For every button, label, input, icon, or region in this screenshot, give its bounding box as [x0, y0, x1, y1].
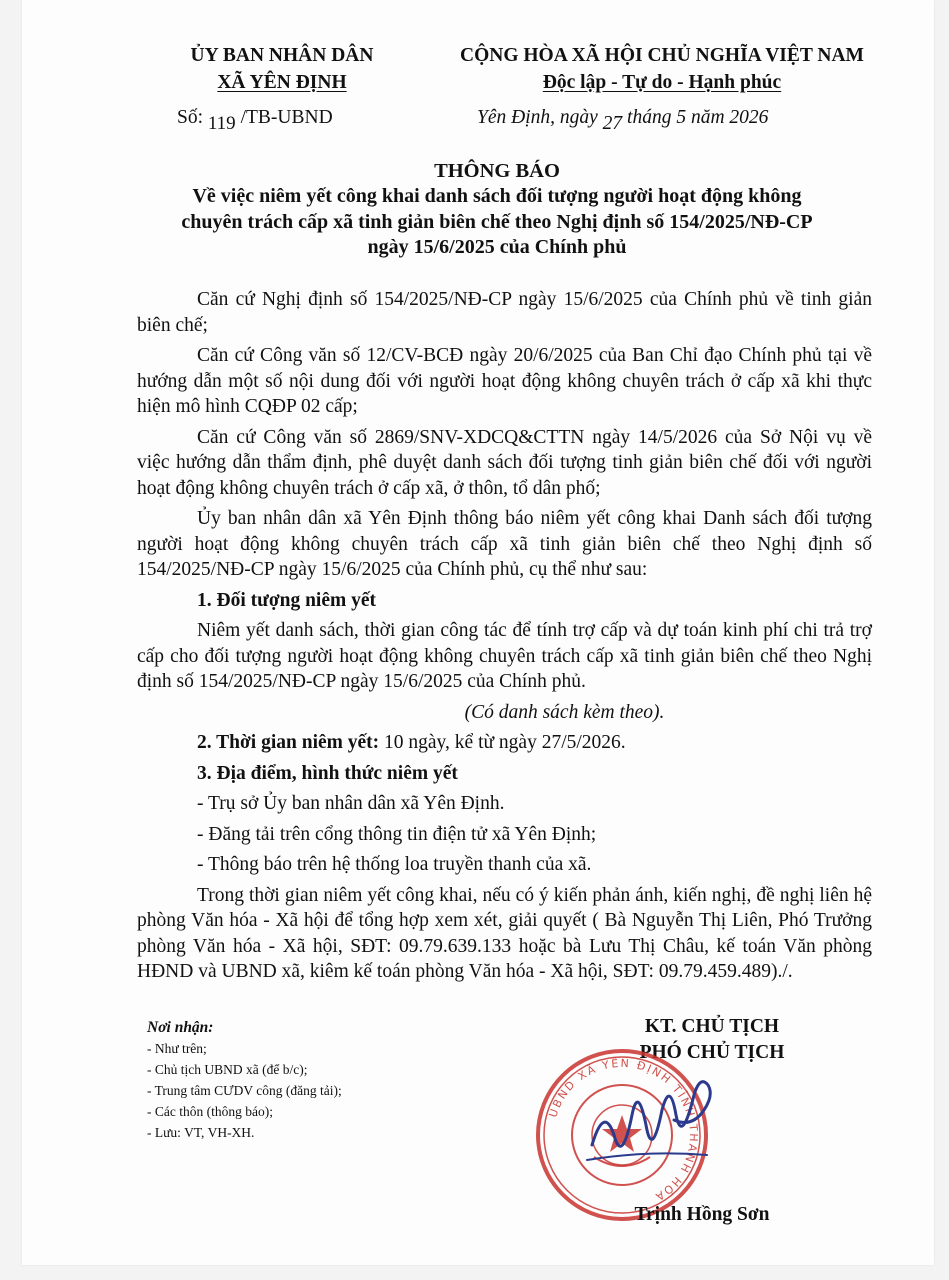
document-page — [22, 0, 934, 1265]
signer-title-line-2: PHÓ CHỦ TỊCH — [639, 1042, 785, 1063]
recipient-item: - Lưu: VT, VH-XH. — [147, 1125, 255, 1140]
date-suffix: tháng 5 năm 2026 — [627, 107, 769, 128]
section-2-text: 10 ngày, kể từ ngày 27/5/2026. — [384, 732, 626, 753]
recipient-item: - Chủ tịch UBND xã (để b/c); — [147, 1062, 308, 1077]
so-suffix: /TB-UBND — [240, 107, 333, 128]
signer-title-line-1: KT. CHỦ TỊCH — [644, 1016, 780, 1037]
recipients-list — [147, 1017, 477, 1143]
handwritten-signature — [582, 1075, 752, 1185]
section-1-text: Niêm yết danh sách, thời gian công tác để tính trợ cấp và dự toán kinh phí chi trả trợ cấp cho đối tượng người hoạt động không chuyên trách cấp xã tinh giản biên chế theo Nghị định số 154/2025/NĐ-CP ngày 15/6/2025 của Chính phủ. — [137, 620, 872, 692]
signer-name: Trịnh Hồng Sơn — [634, 1204, 770, 1225]
date-prefix: Yên Định, ngày — [477, 107, 598, 128]
recipients-heading: Nơi nhận: — [147, 1019, 214, 1036]
document-subtitle — [142, 184, 852, 261]
so-number: 119 — [207, 113, 236, 134]
section-3-heading: 3. Địa điểm, hình thức niêm yết — [197, 762, 458, 784]
section-2 — [137, 730, 872, 756]
section-1-heading: 1. Đối tượng niêm yết — [197, 589, 377, 611]
org-line-2: XÃ YÊN ĐỊNH — [217, 72, 347, 93]
so-prefix: Số: — [177, 107, 204, 128]
paragraph-announcement: Ủy ban nhân dân xã Yên Định thông báo niêm yết công khai Danh sách đối tượng người hoạt động không chuyên trách cấp xã tinh giản biên chế theo Nghị định số 154/2025/NĐ-CP ngày 15/6/2025 của Chính phủ, cụ thể như sau: — [137, 508, 872, 580]
stamp-text: UBND XÃ YÊN ĐỊNH TỈNH THANH HÓA — [546, 1056, 701, 1205]
subtitle-line-2: chuyên trách cấp xã tinh giản biên chế theo Nghị định số 154/2025/NĐ-CP — [181, 210, 813, 233]
subtitle-line-3: ngày 15/6/2025 của Chính phủ — [367, 236, 627, 258]
section-1-note: (Có danh sách kèm theo). — [464, 701, 665, 723]
document-title: THÔNG BÁO — [434, 160, 560, 182]
subtitle-line-1: Về việc niêm yết công khai danh sách đối tượng người hoạt động không — [192, 185, 802, 207]
section-3-item: - Đăng tải trên cổng thông tin điện tử xã Yên Định; — [197, 823, 597, 845]
org-line-1: ỦY BAN NHÂN DÂN — [190, 45, 374, 66]
issuing-org — [157, 42, 407, 96]
recipient-item: - Như trên; — [147, 1041, 207, 1056]
document-number — [177, 107, 333, 134]
recipient-item: - Trung tâm CƯDV công (đăng tải); — [147, 1083, 342, 1098]
section-3-item: - Trụ sở Ủy ban nhân dân xã Yên Định. — [197, 793, 505, 814]
national-motto — [417, 42, 907, 96]
recipient-item: - Các thôn (thông báo); — [147, 1104, 273, 1119]
nation-line-2: Độc lập - Tự do - Hạnh phúc — [542, 72, 782, 93]
paragraph-legal-basis-2: Căn cứ Công văn số 12/CV-BCĐ ngày 20/6/2025 của Ban Chỉ đạo Chính phủ tại về hướng dẫn một số nội dung đối với người hoạt động không chuyên trách ở cấp xã khi thực hiện mô hình CQĐP 02 cấp; — [137, 345, 872, 417]
document-body — [137, 287, 872, 990]
paragraph-legal-basis-1: Căn cứ Nghị định số 154/2025/NĐ-CP ngày 15/6/2025 của Chính phủ về tinh giản biên chế; — [137, 289, 872, 336]
paragraph-legal-basis-3: Căn cứ Công văn số 2869/SNV-XDCQ&CTTN ngày 14/5/2026 của Sở Nội vụ về việc hướng dẫn thẩm định, phê duyệt danh sách đối tượng tinh giản biên chế đối với người hoạt động không chuyên trách ở cấp xã, ở thôn, tổ dân phố; — [137, 426, 872, 499]
document-date — [477, 107, 769, 134]
section-2-heading: 2. Thời gian niêm yết: — [197, 732, 380, 753]
date-day: 27 — [602, 113, 623, 134]
section-3-item: - Thông báo trên hệ thống loa truyền thanh của xã. — [197, 854, 592, 875]
nation-line-1: CỘNG HÒA XÃ HỘI CHỦ NGHĨA VIỆT NAM — [460, 45, 864, 66]
paragraph-closing: Trong thời gian niêm yết công khai, nếu có ý kiến phản ánh, kiến nghị, đề nghị liên hệ phòng Văn hóa - Xã hội để tổng hợp xem xét, giải quyết ( Bà Nguyễn Thị Liên, Phó Trưởng phòng Văn hóa - Xã hội, SĐT: 09.79.639.133 hoặc bà Lưu Thị Châu, kế toán Văn phòng HĐND và UBND xã, kiêm kế toán phòng Văn hóa - Xã hội, SĐT: 09.79.459.489)./. — [137, 884, 872, 982]
